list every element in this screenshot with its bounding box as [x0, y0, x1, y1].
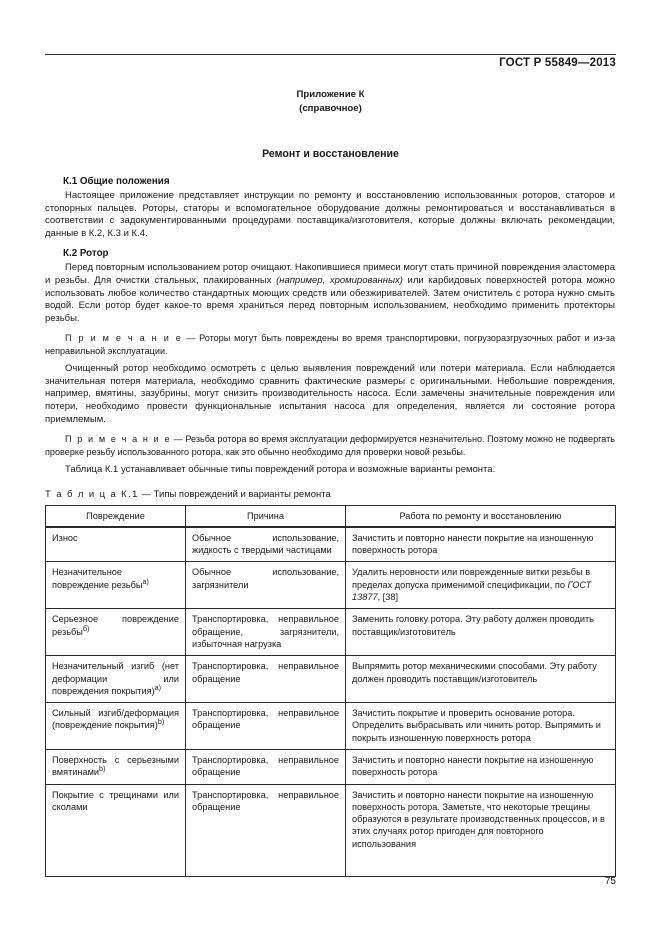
column-header-damage: Повреждение — [46, 505, 186, 527]
cell-cause: Транспортировка, неправильное обращение — [186, 703, 346, 750]
table-row — [46, 749, 616, 784]
table-row — [46, 562, 616, 609]
cell-cause: Транспортировка, неправильное обращение, загрязнители, избыточная нагрузка — [186, 609, 346, 656]
cell-cause: Обычное использование, жидкость с твердыми частицами — [186, 527, 346, 562]
table-row — [46, 609, 616, 656]
table-row — [46, 527, 616, 562]
cell-cause: Транспортировка, неправильное обращение — [186, 749, 346, 784]
cell-repair: Удалить неровности или поврежденные витки резьбы в пределах допуска применимой спецификации, по ГОСТ 13877, [38] — [346, 562, 616, 609]
cell-damage: Незначительный изгиб (нет деформации или повреждения покрытия)$^{а)}$ — [46, 656, 186, 703]
cell-repair: Зачистить и повторно нанести покрытие на изношенную поверхность ротора — [346, 749, 616, 784]
table-header-row — [46, 505, 616, 527]
footnote-marker: а) — [142, 576, 149, 586]
annex-kind: (справочное) — [299, 103, 362, 114]
page-number: 75 — [604, 876, 616, 887]
cell-cause: Транспортировка, неправильное обращение — [186, 784, 346, 876]
cell-damage: Незначительное повреждение резьбы$^{а)}$ — [46, 562, 186, 609]
standard-reference: ГОСТ 13877 — [352, 579, 592, 603]
document-body — [45, 172, 615, 877]
table-row — [46, 656, 616, 703]
cell-damage: Поверхность с серьезными вмятинами$^{b)}$ — [46, 749, 186, 784]
paragraph-inspection: Очищенный ротор необходимо осмотреть с целью выявления повреждений или потери материала. Если наблюдается значительная потеря материала, необходимо сравнить фактические размеры с оригинальными. Небольшие повреждения, например, вмятины, зазубрины, могут снизить производительность насоса. Если замечены значительные повреждения или потери, необходимо провести функциональные испытания насоса для определения, является ли состояние ротора приемлемым. — [45, 363, 615, 425]
footnote-marker: а) — [154, 682, 162, 692]
note-thread-deformation — [45, 433, 615, 458]
column-header-cause: Причина — [186, 505, 346, 527]
note-label-2: П р и м е ч а н и е — [65, 434, 172, 445]
standard-designation: ГОСТ Р 55849—2013 — [499, 57, 616, 69]
footnote-marker: b) — [157, 717, 165, 727]
paragraph-k1-intro: Настоящее приложение представляет инструкции по ремонту и восстановлению использованных роторов, статоров и стопорных пальцев. Роторы, статоры и вспомогательное оборудование должны ремонтироваться и восстанавливаться в соответствии с задокументированными процедурами поставщика/изготовителя, которые должны включать рекомендации, данные в К.2, К.3 и К.4. — [45, 190, 615, 239]
cell-cause: Обычное использование, загрязнители — [186, 562, 346, 609]
cell-repair: Зачистить и повторно нанести покрытие на изношенную поверхность ротора. Заметьте, что некоторые трещины образуются в результате производственных процессов, и в этих случаях ротор пригоден для повторного использования — [346, 784, 616, 876]
footnote-marker: b) — [99, 764, 106, 774]
paragraph-k2-cleaning: Перед повторным использованием ротор очищают. Накопившиеся примеси могут стать причиной повреждения эластомера и резьбы. Для очистки стальных, плакированных (например, хромированных) или карбидовых поверхностей ротора можно использовать любое количество стандартных моющих средств или обезжиривателей. Затем очиститель с ротора нужно смыть водой. Если ротор будет какое-то время храниться перед повторным использованием, необходимо применить протекторы резьбы. — [45, 262, 616, 324]
footnote-marker: б) — [82, 623, 90, 633]
table-caption-text: — Типы повреждений и варианты ремонта — [138, 488, 331, 500]
section-heading-k1: К.1 Общие положения — [63, 176, 170, 187]
annex-label: Приложение К — [296, 89, 365, 100]
annex-title: Ремонт и восстановление — [262, 148, 399, 160]
cell-repair: Зачистить покрытие и проверить основание ротора. Определить выбрасывать или чинить ротор. Выпрямить и покрыть изношенную поверхность ротора — [346, 703, 616, 750]
section-heading-k2: К.2 Ротор — [63, 248, 109, 260]
table-body — [46, 527, 616, 877]
cell-damage: Покрытие с трещинами или сколами — [46, 784, 186, 876]
note-transport-damage — [45, 332, 615, 357]
damage-repair-table — [45, 505, 616, 878]
cell-cause: Транспортировка, неправильное обращение — [186, 656, 346, 703]
cell-repair: Зачистить и повторно нанести покрытие на изношенную поверхность ротора — [346, 527, 616, 562]
cell-repair: Заменить головку ротора. Эту работу должен проводить поставщик/изготовитель — [346, 609, 616, 656]
paragraph-table-intro: Таблица К.1 устанавливает обычные типы повреждений ротора и возможные варианты ремонта. — [65, 463, 496, 475]
table-caption — [45, 489, 615, 500]
annex-heading — [0, 88, 661, 116]
column-header-repair: Работа по ремонту и восстановлению — [346, 505, 616, 527]
note-label-1: П р и м е ч а н и е — [65, 333, 183, 344]
header-divider — [45, 54, 616, 55]
cell-repair: Выпрямить ротор механическими способами. Эту работу должен проводить поставщик/изготовитель — [346, 656, 616, 703]
cell-damage: Сильный изгиб/деформация (повреждение покрытия)$^{b)}$ — [46, 703, 186, 750]
table-caption-label: Т а б л и ц а К.1 — [45, 488, 139, 500]
table-row — [46, 703, 616, 750]
cell-damage: Износ — [46, 527, 186, 562]
cell-damage: Серьезное повреждение резьбы$^{б)}$ — [46, 609, 186, 656]
note-text-2: — Резьба ротора во время эксплуатации деформируется незначительно. Поэтому можно не подвергать проверке резьбу использованного ротора, как это обычно необходимо для проверки новой резьбы. — [45, 434, 616, 457]
note-text-1: — Роторы могут быть повреждены во время транспортировки, погрузоразгрузочных работ и из-за неправильной эксплуатации. — [45, 333, 616, 356]
table-row — [46, 784, 616, 876]
inline-emphasis: (например, хромированных) — [276, 274, 403, 286]
